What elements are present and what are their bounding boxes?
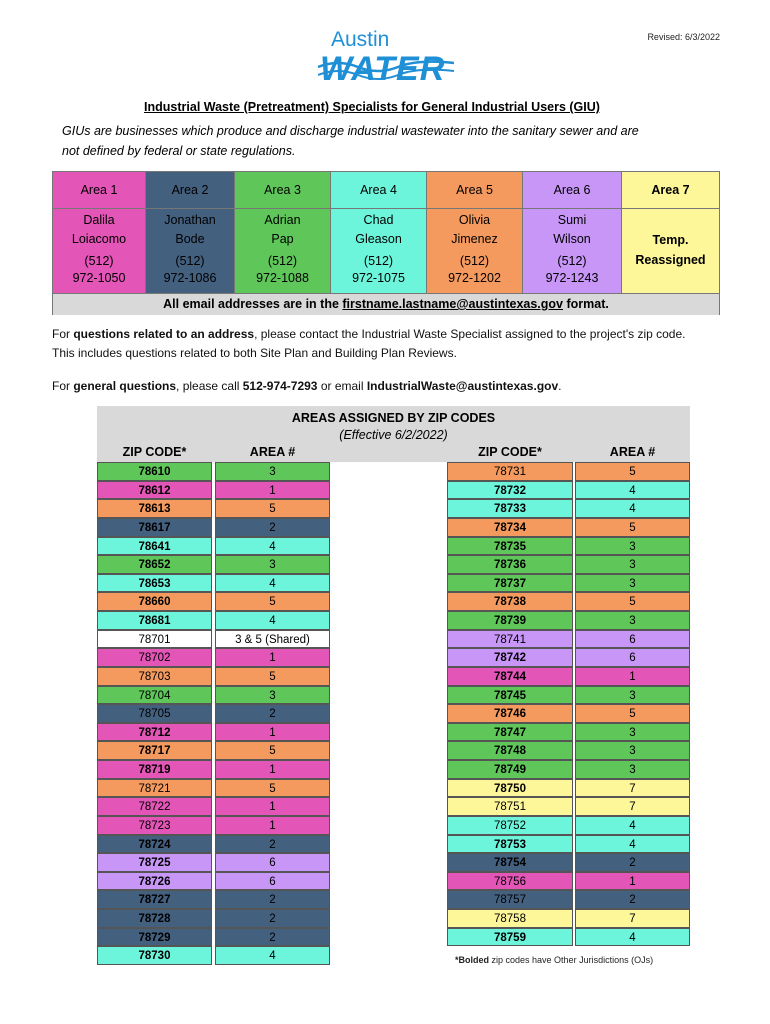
intro-line-1: GIUs are businesses which produce and discharge industrial wastewater into the sanitary sewer and are (62, 124, 639, 138)
area-number-cell: 7 (575, 797, 690, 816)
area-number-cell: 5 (215, 667, 330, 686)
zip-row (97, 835, 330, 854)
zip-row (97, 853, 330, 872)
specialist-phone: (512) 972-1243 (545, 254, 599, 285)
general-email: IndustrialWaste@austintexas.gov (366, 379, 559, 393)
area-number-cell: 4 (215, 611, 330, 630)
specialist-table (52, 171, 720, 315)
right-area-header: AREA # (609, 445, 656, 459)
zip-row (447, 462, 690, 481)
zip-row (447, 537, 690, 556)
zip-code-cell: 78641 (97, 537, 212, 556)
general-phone: 512-974-7293 (242, 379, 318, 393)
zip-code-cell: 78735 (447, 537, 573, 556)
zip-code-cell: 78701 (97, 630, 212, 649)
zip-row (447, 648, 690, 667)
area-number-cell: 4 (575, 835, 690, 854)
zip-row (97, 704, 330, 723)
area-number-cell: 3 (575, 723, 690, 742)
area-column (622, 172, 719, 293)
zip-code-cell: 78751 (447, 797, 573, 816)
zip-row (97, 741, 330, 760)
zip-code-cell: 78730 (97, 946, 212, 965)
zip-code-cell: 78653 (97, 574, 212, 593)
zip-row (97, 537, 330, 556)
zip-row (447, 723, 690, 742)
zip-code-cell: 78722 (97, 797, 212, 816)
specialist-phone: (512) 972-1075 (352, 254, 405, 285)
email-format-note: All email addresses are in the firstname.lastname@austintexas.gov format. (53, 293, 719, 315)
zip-row (447, 779, 690, 798)
area-number-cell: 2 (215, 518, 330, 537)
zip-row (97, 686, 330, 705)
area-column (235, 172, 331, 293)
zip-row (447, 518, 690, 537)
zip-code-cell: 78728 (97, 909, 212, 928)
area-number-cell: 1 (215, 481, 330, 500)
zip-row (447, 909, 690, 928)
zip-list-left (97, 462, 330, 965)
area-number-cell: 4 (575, 816, 690, 835)
area-number-cell: 4 (215, 946, 330, 965)
area-number-cell: 3 & 5 (Shared) (215, 630, 330, 649)
area-number-cell: 2 (215, 890, 330, 909)
area-number-cell: 4 (215, 537, 330, 556)
zip-code-cell: 78652 (97, 555, 212, 574)
zip-row (447, 686, 690, 705)
page-title: Industrial Waste (Pretreatment) Specialists for General Industrial Users (GIU) (144, 100, 600, 114)
zip-code-cell: 78723 (97, 816, 212, 835)
zip-code-cell: 78702 (97, 648, 212, 667)
revised-date: Revised: 6/3/2022 (647, 32, 720, 42)
zip-row (97, 760, 330, 779)
zip-code-cell: 78729 (97, 928, 212, 947)
zip-row (97, 630, 330, 649)
zip-row (447, 630, 690, 649)
area-number-cell: 5 (215, 592, 330, 611)
area-number-cell: 1 (215, 797, 330, 816)
area-number-cell: 5 (575, 592, 690, 611)
area-header: Area 7 (622, 172, 719, 209)
left-zip-header: ZIP CODE* (122, 445, 187, 459)
specialist-phone: (512) 972-1202 (448, 254, 501, 285)
area-header: Area 4 (331, 172, 426, 209)
area-number-cell: 5 (215, 779, 330, 798)
zip-code-cell: 78749 (447, 760, 573, 779)
area-column (146, 172, 235, 293)
specialist-name: Adrian Pap (264, 213, 301, 246)
area-number-cell: 3 (215, 462, 330, 481)
address-questions-text-line2: This includes questions related to both Site Plan and Building Plan Reviews. (52, 346, 457, 360)
specialist-name: Jonathan Bode (164, 213, 216, 246)
zip-code-cell: 78752 (447, 816, 573, 835)
zip-row (447, 928, 690, 947)
zip-code-cell: 78742 (447, 648, 573, 667)
zip-code-cell: 78613 (97, 499, 212, 518)
zip-code-cell: 78736 (447, 555, 573, 574)
area-number-cell: 2 (215, 835, 330, 854)
zip-row (447, 592, 690, 611)
zip-row (97, 723, 330, 742)
area-number-cell: 7 (575, 909, 690, 928)
zip-row (447, 872, 690, 891)
area-number-cell: 4 (215, 574, 330, 593)
area-number-cell: 1 (215, 816, 330, 835)
zip-code-cell: 78733 (447, 499, 573, 518)
zip-row (97, 648, 330, 667)
zip-code-cell: 78739 (447, 611, 573, 630)
specialist-name: Olivia Jimenez (451, 213, 498, 246)
area-number-cell: 1 (575, 667, 690, 686)
area-number-cell: 1 (215, 760, 330, 779)
zip-row (97, 611, 330, 630)
area-number-cell: 6 (575, 630, 690, 649)
zip-code-cell: 78617 (97, 518, 212, 537)
area-header: Area 5 (427, 172, 522, 209)
zip-code-cell: 78726 (97, 872, 212, 891)
zip-code-cell: 78738 (447, 592, 573, 611)
area-number-cell: 5 (575, 462, 690, 481)
zip-code-cell: 78737 (447, 574, 573, 593)
zip-row (97, 574, 330, 593)
zip-code-cell: 78725 (97, 853, 212, 872)
zip-code-cell: 78703 (97, 667, 212, 686)
zip-code-cell: 78750 (447, 779, 573, 798)
zip-code-cell: 78660 (97, 592, 212, 611)
zip-code-cell: 78757 (447, 890, 573, 909)
zip-code-cell: 78610 (97, 462, 212, 481)
area-number-cell: 2 (215, 704, 330, 723)
zip-code-cell: 78712 (97, 723, 212, 742)
zip-row (447, 574, 690, 593)
area-number-cell: 6 (575, 648, 690, 667)
zip-row (97, 779, 330, 798)
zip-code-cell: 78717 (97, 741, 212, 760)
zip-row (447, 760, 690, 779)
zip-row (97, 890, 330, 909)
zip-code-cell: 78741 (447, 630, 573, 649)
zip-row (447, 499, 690, 518)
area-column (427, 172, 523, 293)
zip-code-cell: 78734 (447, 518, 573, 537)
zip-row (447, 704, 690, 723)
zip-row (97, 555, 330, 574)
zip-row (447, 741, 690, 760)
area-header: Area 2 (146, 172, 234, 209)
zip-table-effective: (Effective 6/2/2022) (339, 428, 448, 442)
zip-row (97, 499, 330, 518)
area-header: Area 3 (235, 172, 330, 209)
zip-code-cell: 78747 (447, 723, 573, 742)
footnote: *Bolded zip codes have Other Jurisdictions (OJs) (455, 955, 654, 965)
zip-code-cell: 78724 (97, 835, 212, 854)
zip-code-cell: 78727 (97, 890, 212, 909)
area-number-cell: 1 (215, 723, 330, 742)
general-questions-text: For general questions, please call 512-974-7293 or email IndustrialWaste@austintexas.gov. (52, 379, 562, 393)
area-header: Area 6 (523, 172, 621, 209)
area-number-cell: 2 (215, 909, 330, 928)
zip-row (447, 890, 690, 909)
zip-code-cell: 78705 (97, 704, 212, 723)
area-7-status: Temp. Reassigned (635, 233, 706, 267)
zip-code-cell: 78759 (447, 928, 573, 947)
right-zip-header: ZIP CODE* (478, 445, 542, 459)
zip-row (97, 816, 330, 835)
zip-code-cell: 78731 (447, 462, 573, 481)
specialist-phone: (512) 972-1050 (72, 254, 126, 285)
zip-code-cell: 78721 (97, 779, 212, 798)
area-number-cell: 3 (575, 537, 690, 556)
zip-list-right (447, 462, 690, 946)
area-column (53, 172, 146, 293)
area-number-cell: 3 (575, 686, 690, 705)
zip-row (447, 611, 690, 630)
zip-code-cell: 78744 (447, 667, 573, 686)
area-number-cell: 2 (215, 928, 330, 947)
area-number-cell: 7 (575, 779, 690, 798)
area-number-cell: 1 (575, 872, 690, 891)
specialist-phone: (512) 972-1088 (256, 254, 309, 285)
intro-line-2: not defined by federal or state regulations. (62, 144, 296, 158)
zip-row (447, 667, 690, 686)
area-header: Area 1 (53, 172, 145, 209)
zip-code-cell: 78746 (447, 704, 573, 723)
zip-row (97, 909, 330, 928)
zip-row (447, 816, 690, 835)
specialist-name: Sumi Wilson (553, 213, 591, 246)
area-number-cell: 3 (575, 555, 690, 574)
area-number-cell: 6 (215, 853, 330, 872)
zip-code-cell: 78745 (447, 686, 573, 705)
zip-row (447, 835, 690, 854)
area-column (331, 172, 427, 293)
zip-row (447, 481, 690, 500)
zip-row (97, 797, 330, 816)
zip-row (97, 872, 330, 891)
zip-code-cell: 78732 (447, 481, 573, 500)
area-number-cell: 5 (215, 741, 330, 760)
area-number-cell: 2 (575, 853, 690, 872)
address-questions-text: For questions related to an address, please contact the Industrial Waste Specialist assigned to the project's zip code. (52, 327, 686, 341)
specialist-phone: (512) 972-1086 (163, 254, 217, 285)
area-number-cell: 4 (575, 481, 690, 500)
area-number-cell: 5 (575, 518, 690, 537)
austin-water-logo (318, 28, 454, 90)
zip-code-cell: 78753 (447, 835, 573, 854)
email-format-link: firstname.lastname@austintexas.gov (342, 297, 563, 311)
area-number-cell: 1 (215, 648, 330, 667)
zip-code-cell: 78719 (97, 760, 212, 779)
zip-code-cell: 78748 (447, 741, 573, 760)
area-number-cell: 2 (575, 890, 690, 909)
area-number-cell: 3 (215, 686, 330, 705)
zip-code-cell: 78758 (447, 909, 573, 928)
zip-row (447, 797, 690, 816)
zip-row (97, 462, 330, 481)
zip-row (97, 518, 330, 537)
left-area-header: AREA # (249, 445, 296, 459)
specialist-name: Dalila Loiacomo (71, 213, 127, 246)
zip-code-cell: 78681 (97, 611, 212, 630)
zip-code-cell: 78612 (97, 481, 212, 500)
logo-word-water: WATER (320, 50, 446, 88)
intro-text (62, 121, 712, 161)
zip-code-cell: 78704 (97, 686, 212, 705)
area-number-cell: 6 (215, 872, 330, 891)
area-number-cell: 4 (575, 928, 690, 947)
area-number-cell: 3 (575, 741, 690, 760)
zip-code-cell: 78754 (447, 853, 573, 872)
zip-row (97, 592, 330, 611)
zip-row (97, 481, 330, 500)
zip-row (97, 667, 330, 686)
zip-row (447, 555, 690, 574)
area-number-cell: 4 (575, 499, 690, 518)
zip-code-cell: 78756 (447, 872, 573, 891)
logo-word-austin: Austin (331, 28, 390, 51)
area-number-cell: 5 (575, 704, 690, 723)
zip-row (97, 946, 330, 965)
zip-row (97, 928, 330, 947)
specialist-name: Chad Gleason (355, 213, 402, 246)
area-number-cell: 3 (575, 760, 690, 779)
area-number-cell: 3 (575, 574, 690, 593)
area-number-cell: 3 (215, 555, 330, 574)
area-number-cell: 3 (575, 611, 690, 630)
area-number-cell: 5 (215, 499, 330, 518)
area-column (523, 172, 622, 293)
zip-row (447, 853, 690, 872)
zip-table-title: AREAS ASSIGNED BY ZIP CODES (291, 411, 496, 425)
